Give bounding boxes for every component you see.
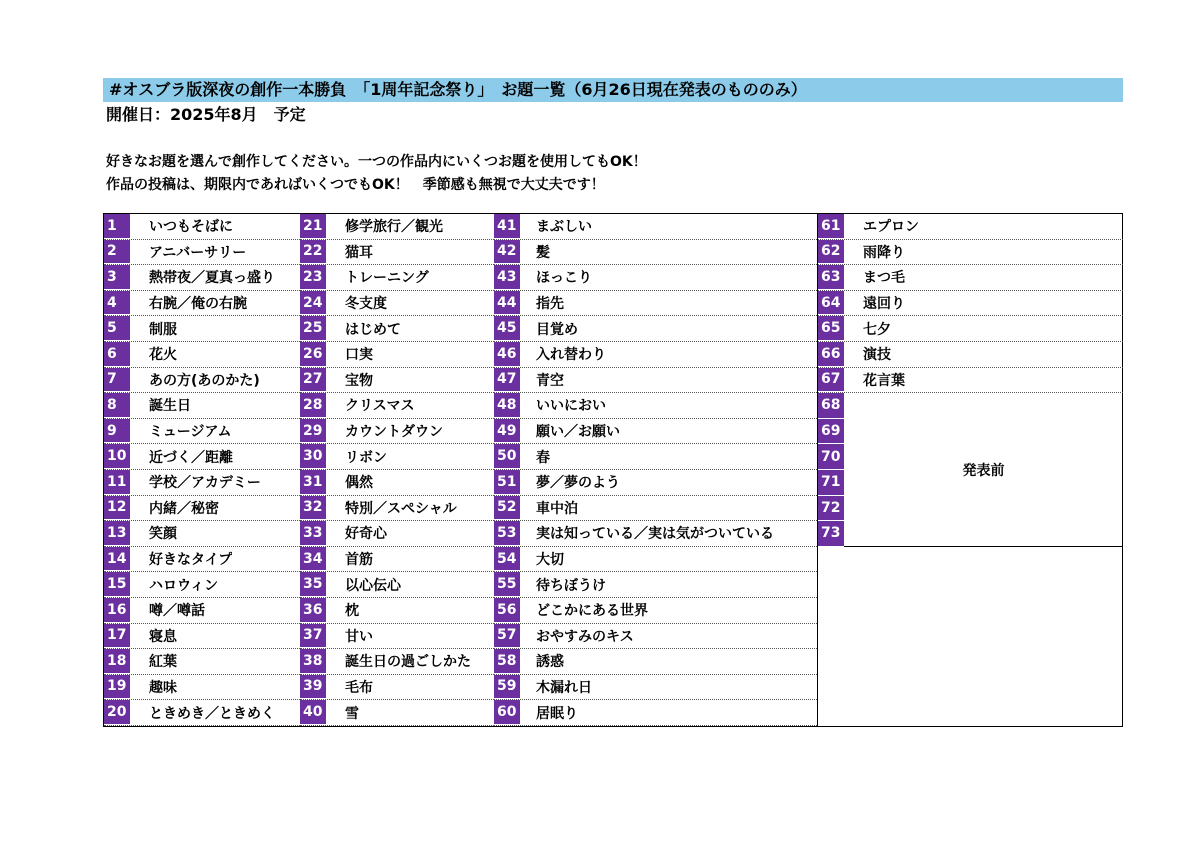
topic-row <box>300 598 494 624</box>
topic-label: 待ちぼうけ <box>536 577 606 594</box>
topic-number: 27 <box>300 368 326 393</box>
topic-number: 66 <box>818 342 844 367</box>
topic-row <box>300 496 494 522</box>
topic-row <box>300 291 494 317</box>
topic-row <box>494 496 817 522</box>
topic-label: 内緒／秘密 <box>149 500 219 517</box>
topic-row <box>494 470 817 496</box>
topic-row <box>104 700 300 726</box>
topic-number: 46 <box>494 342 520 367</box>
topic-label: あの方(あのかた) <box>149 372 260 389</box>
topic-label: ハロウィン <box>149 577 219 594</box>
topic-row <box>104 598 300 624</box>
topic-number: 33 <box>300 521 326 546</box>
topic-number: 59 <box>494 675 520 700</box>
topic-label: 車中泊 <box>536 500 578 517</box>
topic-row <box>494 547 817 573</box>
topic-label: 冬支度 <box>345 296 387 313</box>
topic-row <box>494 444 817 470</box>
topic-label: 誕生日 <box>149 398 191 415</box>
topic-label: 花言葉 <box>863 372 905 389</box>
pending-number: 69 <box>818 419 844 445</box>
topic-column-4 <box>818 214 1123 542</box>
topic-table <box>103 213 1123 727</box>
topic-label: 猫耳 <box>345 244 373 261</box>
topic-row <box>300 240 494 266</box>
topic-row <box>104 393 300 419</box>
topic-label: 七夕 <box>863 321 891 338</box>
topic-label: 右腕／俺の右腕 <box>149 296 247 313</box>
topic-row <box>104 419 300 445</box>
topic-row <box>818 240 1123 266</box>
topic-number: 15 <box>104 572 130 597</box>
topic-row <box>818 265 1123 291</box>
intro-line-2: 作品の投稿は、期限内であればいくつでもOK！ 季節感も無視で大丈夫です！ <box>106 177 605 193</box>
topic-label: 青空 <box>536 372 564 389</box>
topic-number: 5 <box>104 316 130 341</box>
topic-row <box>104 649 300 675</box>
topic-label: 噂／噂話 <box>149 603 205 620</box>
topic-column-1 <box>104 214 300 726</box>
topic-number: 25 <box>300 316 326 341</box>
topic-number: 7 <box>104 368 130 393</box>
topic-number: 65 <box>818 316 844 341</box>
topic-number: 54 <box>494 547 520 572</box>
topic-number: 39 <box>300 675 326 700</box>
topic-number: 42 <box>494 240 520 265</box>
topic-label: 学校／アカデミー <box>149 475 261 492</box>
topic-row <box>104 316 300 342</box>
topic-row <box>300 368 494 394</box>
topic-number: 48 <box>494 393 520 418</box>
topic-number: 18 <box>104 649 130 674</box>
topic-label: 近づく／距離 <box>149 449 233 466</box>
topic-row <box>300 214 494 240</box>
topic-row <box>494 368 817 394</box>
topic-number: 30 <box>300 444 326 469</box>
topic-column-2 <box>300 214 494 726</box>
topic-number: 56 <box>494 598 520 623</box>
topic-number: 63 <box>818 265 844 290</box>
topic-row <box>104 496 300 522</box>
topic-row <box>300 444 494 470</box>
topic-row <box>494 291 817 317</box>
topic-number: 20 <box>104 700 130 725</box>
topic-row <box>300 624 494 650</box>
topic-row <box>104 470 300 496</box>
topic-row <box>494 342 817 368</box>
topic-label: リボン <box>345 449 387 466</box>
topic-row <box>494 598 817 624</box>
topic-row <box>104 214 300 240</box>
topic-number: 17 <box>104 624 130 649</box>
topic-row <box>104 291 300 317</box>
intro-line-1: 好きなお題を選んで創作してください。一つの作品内にいくつお題を使用してもOK！ <box>106 154 647 170</box>
topic-row <box>300 316 494 342</box>
pending-number: 68 <box>818 393 844 419</box>
topic-row <box>104 265 300 291</box>
topic-label: ミュージアム <box>149 424 232 441</box>
topic-label: 雪 <box>345 705 359 722</box>
topic-label: いいにおい <box>536 398 606 415</box>
topic-label: 甘い <box>345 628 373 645</box>
topic-number: 28 <box>300 393 326 418</box>
topic-row <box>494 419 817 445</box>
topic-row <box>300 700 494 726</box>
topic-label: アニバーサリー <box>149 244 247 261</box>
topic-row <box>300 265 494 291</box>
topic-label: カウントダウン <box>345 424 443 441</box>
topic-label: 指先 <box>536 296 564 313</box>
pending-number: 71 <box>818 470 844 496</box>
topic-number: 67 <box>818 368 844 393</box>
topic-label: 願い／お願い <box>536 424 620 441</box>
topic-number: 9 <box>104 419 130 444</box>
topic-row <box>494 624 817 650</box>
topic-label: 以心伝心 <box>345 577 401 594</box>
pending-number: 73 <box>818 521 844 547</box>
topic-row <box>494 572 817 598</box>
topic-label: 誘惑 <box>536 654 564 671</box>
topic-number: 57 <box>494 624 520 649</box>
topic-number: 43 <box>494 265 520 290</box>
topic-label: 髪 <box>536 244 550 261</box>
topic-number: 47 <box>494 368 520 393</box>
topic-row <box>104 368 300 394</box>
topic-row <box>300 547 494 573</box>
topic-number: 40 <box>300 700 326 725</box>
topic-label: 居眠り <box>536 705 578 722</box>
topic-row <box>818 342 1123 368</box>
topic-row <box>494 521 817 547</box>
topic-row <box>494 214 817 240</box>
topic-number: 13 <box>104 521 130 546</box>
topic-row <box>300 393 494 419</box>
topic-number: 64 <box>818 291 844 316</box>
topic-number: 31 <box>300 470 326 495</box>
topic-label: エプロン <box>863 219 919 236</box>
topic-label: はじめて <box>345 321 401 338</box>
topic-label: ときめき／ときめく <box>149 705 275 722</box>
topic-row <box>104 444 300 470</box>
topic-number: 53 <box>494 521 520 546</box>
pending-numbers <box>818 393 844 547</box>
topic-number: 4 <box>104 291 130 316</box>
topic-label: 笑顔 <box>149 526 177 543</box>
topic-number: 24 <box>300 291 326 316</box>
topic-label: 偶然 <box>345 475 373 492</box>
topic-row <box>300 675 494 701</box>
topic-row <box>300 419 494 445</box>
topic-number: 41 <box>494 214 520 239</box>
topic-number: 49 <box>494 419 520 444</box>
topic-number: 14 <box>104 547 130 572</box>
pending-number: 72 <box>818 496 844 522</box>
topic-row <box>818 291 1123 317</box>
topic-row <box>494 649 817 675</box>
topic-number: 37 <box>300 624 326 649</box>
topic-number: 55 <box>494 572 520 597</box>
topic-label: 首筋 <box>345 552 373 569</box>
topic-label: クリスマス <box>345 398 415 415</box>
topic-row <box>300 649 494 675</box>
topic-label: 目覚め <box>536 321 578 338</box>
topic-number: 2 <box>104 240 130 265</box>
topic-row <box>104 547 300 573</box>
topic-row <box>494 240 817 266</box>
page-title: #オスブラ版深夜の創作一本勝負 「1周年記念祭り」 お題一覧（6月26日現在発表のもののみ） <box>103 78 1123 102</box>
topic-label: 修学旅行／観光 <box>345 219 443 236</box>
topic-number: 12 <box>104 496 130 521</box>
topic-label: いつもそばに <box>149 219 233 236</box>
topic-number: 44 <box>494 291 520 316</box>
topic-label: 趣味 <box>149 679 177 696</box>
topic-label: 演技 <box>863 347 891 364</box>
topic-label: おやすみのキス <box>536 628 634 645</box>
topic-number: 58 <box>494 649 520 674</box>
topic-label: 好奇心 <box>345 526 387 543</box>
topic-number: 50 <box>494 444 520 469</box>
topic-number: 51 <box>494 470 520 495</box>
topic-number: 26 <box>300 342 326 367</box>
topic-number: 11 <box>104 470 130 495</box>
topic-number: 22 <box>300 240 326 265</box>
topic-label: まぶしい <box>536 219 592 236</box>
topic-row <box>494 675 817 701</box>
topic-number: 29 <box>300 419 326 444</box>
topic-label: 熱帯夜／夏真っ盛り <box>149 270 275 287</box>
topic-label: 大切 <box>536 552 564 569</box>
topic-row <box>300 572 494 598</box>
topic-label: 誕生日の過ごしかた <box>345 654 471 671</box>
topic-label: 特別／スペシャル <box>345 500 457 517</box>
topic-row <box>300 470 494 496</box>
topic-number: 34 <box>300 547 326 572</box>
topic-number: 16 <box>104 598 130 623</box>
topic-number: 38 <box>300 649 326 674</box>
topic-row <box>104 572 300 598</box>
topic-label: 好きなタイプ <box>149 552 233 569</box>
topic-label: 木漏れ日 <box>536 679 592 696</box>
topic-number: 10 <box>104 444 130 469</box>
topic-label: 雨降り <box>863 244 905 261</box>
topic-number: 36 <box>300 598 326 623</box>
topic-number: 61 <box>818 214 844 239</box>
topic-number: 52 <box>494 496 520 521</box>
topic-label: 毛布 <box>345 679 373 696</box>
topic-row <box>300 342 494 368</box>
topic-row <box>818 214 1123 240</box>
topic-label: 口実 <box>345 347 373 364</box>
topic-number: 19 <box>104 675 130 700</box>
topic-label: 春 <box>536 449 550 466</box>
topic-row <box>494 393 817 419</box>
topic-row <box>104 342 300 368</box>
topic-column-3 <box>494 214 818 726</box>
topic-label: 紅葉 <box>149 654 177 671</box>
topic-label: どこかにある世界 <box>536 603 648 620</box>
topic-row <box>104 240 300 266</box>
topic-row <box>104 624 300 650</box>
topic-label: ほっこり <box>536 270 592 287</box>
topic-row <box>818 316 1123 342</box>
topic-label: 夢／夢のよう <box>536 475 620 492</box>
topic-label: 枕 <box>345 603 359 620</box>
topic-row <box>494 700 817 726</box>
topic-row <box>818 368 1123 394</box>
topic-label: 花火 <box>149 347 177 364</box>
topic-number: 6 <box>104 342 130 367</box>
topic-label: 宝物 <box>345 372 373 389</box>
topic-label: 制服 <box>149 321 177 338</box>
topic-row <box>104 521 300 547</box>
topic-label: 寝息 <box>149 628 177 645</box>
topic-number: 32 <box>300 496 326 521</box>
pending-label: 発表前 <box>844 393 1123 547</box>
topic-label: 遠回り <box>863 296 905 313</box>
topic-number: 3 <box>104 265 130 290</box>
topic-number: 45 <box>494 316 520 341</box>
topic-number: 21 <box>300 214 326 239</box>
topic-row <box>494 265 817 291</box>
topic-number: 8 <box>104 393 130 418</box>
topic-label: 入れ替わり <box>536 347 606 364</box>
topic-label: まつ毛 <box>863 270 905 287</box>
topic-label: トレーニング <box>345 270 429 287</box>
topic-number: 60 <box>494 700 520 725</box>
topic-number: 1 <box>104 214 130 239</box>
topic-row <box>104 675 300 701</box>
topic-row <box>494 316 817 342</box>
pending-section <box>818 393 1123 547</box>
topic-label: 実は知っている／実は気がついている <box>536 526 774 543</box>
topic-number: 23 <box>300 265 326 290</box>
pending-number: 70 <box>818 444 844 470</box>
topic-row <box>300 521 494 547</box>
event-date: 開催日：2025年8月 予定 <box>106 105 306 124</box>
topic-number: 62 <box>818 240 844 265</box>
topic-number: 35 <box>300 572 326 597</box>
